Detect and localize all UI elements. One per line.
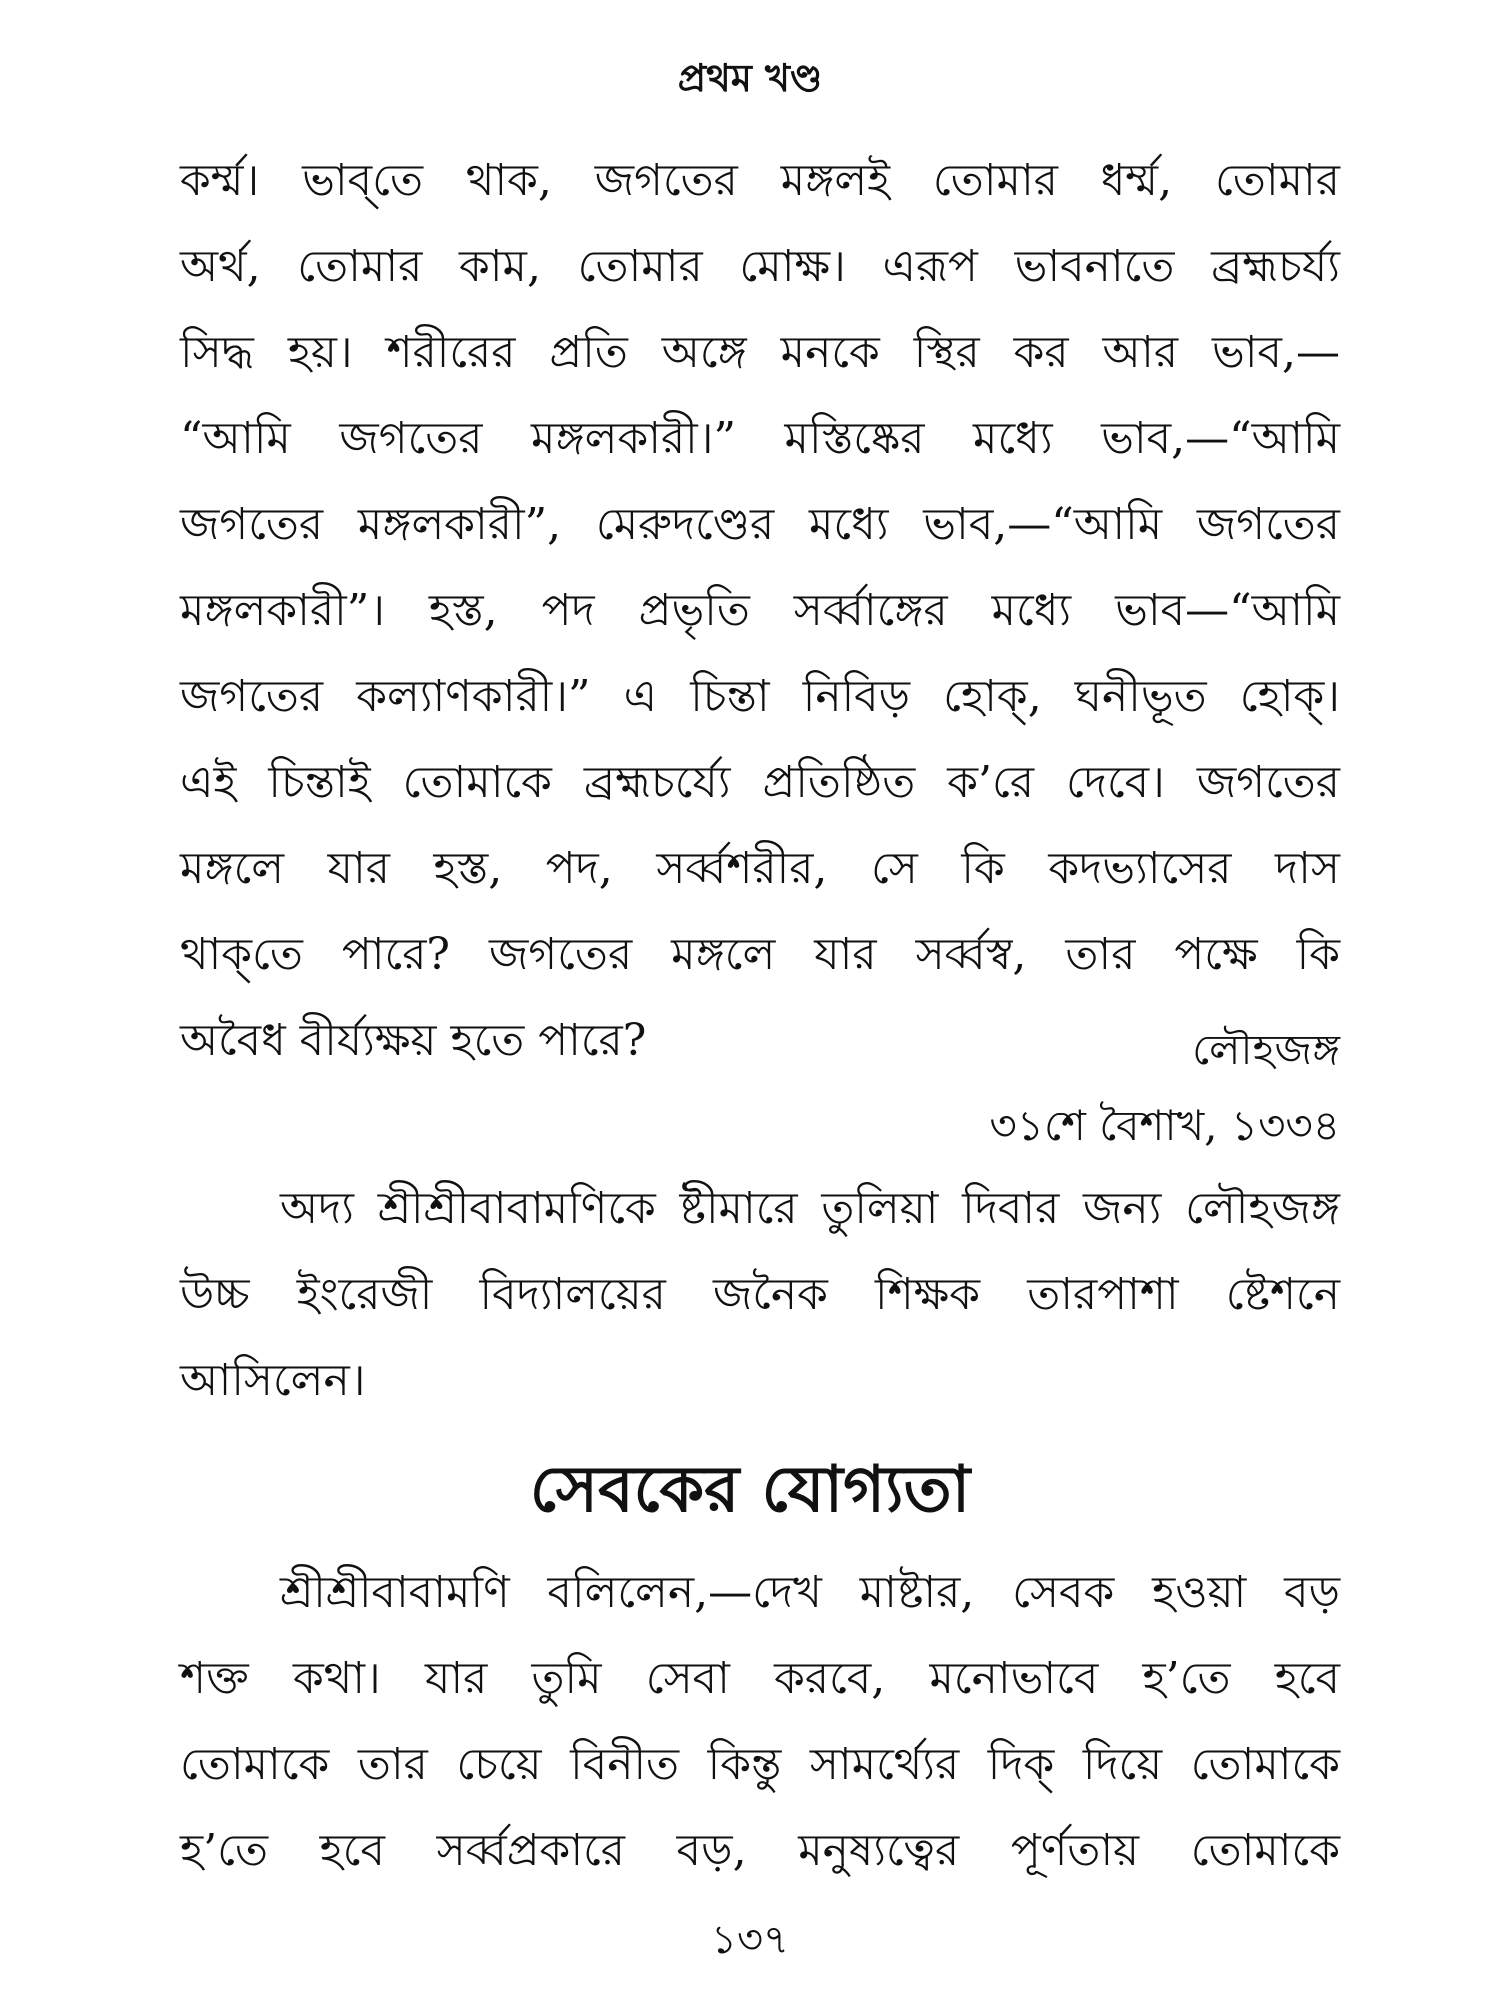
text-line: এই চিন্তাই তোমাকে ব্রহ্মচর্য্যে প্রতিষ্ঠিত ক’রে দেবে। জগতের [180, 757, 1340, 808]
page-number: ১৩৭ [711, 1917, 789, 1963]
text-line: জগতের মঙ্গলকারী”, মেরুদণ্ডের মধ্যে ভাব,—“আমি জগতের [180, 499, 1340, 550]
paragraph-2 [180, 1166, 1340, 1424]
signature-place: লৌহজঙ্গ [1192, 1025, 1340, 1074]
text-line: জগতের কল্যাণকারী।” এ চিন্তা নিবিড় হোক্‌, ঘনীভূত হোক্‌। [180, 671, 1340, 722]
text-line: শ্রীশ্রীবাবামণি বলিলেন,—দেখ মাষ্টার, সেবক হওয়া বড় [280, 1567, 1340, 1618]
text-line: মঙ্গলে যার হস্ত, পদ, সর্ব্বশরীর, সে কি কদভ্যাসের দাস [180, 843, 1340, 894]
text-line: অদ্য শ্রীশ্রীবাবামণিকে ষ্টীমারে তুলিয়া দিবার জন্য লৌহজঙ্গ [280, 1183, 1340, 1234]
paragraph-3 [180, 1550, 1340, 1894]
text-line: হ’তে হবে সর্ব্বপ্রকারে বড়, মনুষ্যত্বের পূর্ণতায় তোমাকে [180, 1825, 1340, 1876]
text-line: কর্ম্ম। ভাব্‌তে থাক, জগতের মঙ্গলই তোমার ধর্ম্ম, তোমার [180, 155, 1340, 206]
section-heading: সেবকের যোগ্যতা [529, 1452, 971, 1527]
text-line: অর্থ, তোমার কাম, তোমার মোক্ষ। এরূপ ভাবনাতে ব্রহ্মচর্য্য [180, 241, 1340, 292]
signature-date: ৩১শে বৈশাখ, ১৩৩৪ [989, 1101, 1340, 1150]
text-line: মঙ্গলকারী”। হস্ত, পদ প্রভৃতি সর্ব্বাঙ্গের মধ্যে ভাব—“আমি [180, 585, 1340, 636]
text-line: “আমি জগতের মঙ্গলকারী।” মস্তিষ্কের মধ্যে ভাব,—“আমি [180, 413, 1340, 464]
paragraph-1 [180, 138, 1340, 1084]
text-line: থাক্‌তে পারে? জগতের মঙ্গলে যার সর্ব্বস্ব, তার পক্ষে কি [180, 929, 1340, 980]
running-head: প্রথম খণ্ড [677, 55, 823, 100]
text-line: সিদ্ধ হয়। শরীরের প্রতি অঙ্গে মনকে স্থির কর আর ভাব,— [180, 327, 1340, 378]
text-line: তোমাকে তার চেয়ে বিনীত কিন্তু সামর্থ্যের দিক্‌ দিয়ে তোমাকে [180, 1739, 1340, 1790]
text-line: আসিলেন। [180, 1355, 366, 1406]
text-line: অবৈধ বীর্য্যক্ষয় হতে পারে? [180, 1015, 647, 1066]
text-line: শক্ত কথা। যার তুমি সেবা করবে, মনোভাবে হ’তে হবে [180, 1653, 1340, 1704]
text-line: উচ্চ ইংরেজী বিদ্যালয়ের জনৈক শিক্ষক তারপাশা ষ্টেশনে [180, 1269, 1340, 1320]
